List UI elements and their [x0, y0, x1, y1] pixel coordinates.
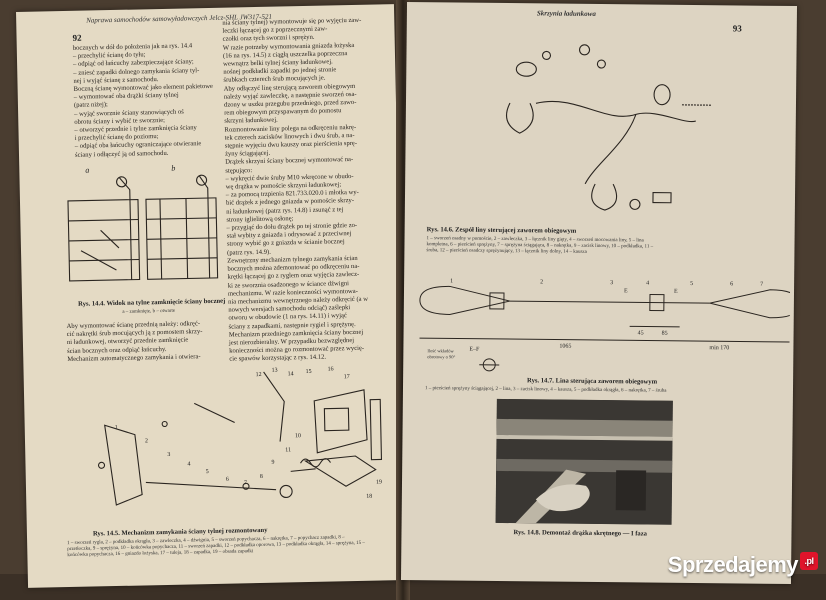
fig-label-a: a — [85, 165, 90, 175]
text-line: Drążek skrzyni ściany bocznej wymontować na- — [225, 156, 354, 167]
text-line: (patrz niżej); — [73, 101, 108, 110]
figure-legend-14-4: a – zamknięte, b – otwarte — [122, 308, 176, 315]
running-head: Skrzynia ładunkowa — [536, 9, 596, 18]
part-number-label: 17 — [343, 374, 350, 381]
text-line: jest nierozbieralny. W przypadku bezwzględnej — [228, 336, 355, 347]
text-line: tek czterech zacisków linowych i dwu śrub, a na- — [224, 131, 355, 142]
dimension-label: 7 — [760, 281, 764, 288]
photo-torsion-bar-removal — [496, 399, 673, 525]
text-line: należy wyjąć zawleczkę, a następnie sworzeń osa- — [223, 90, 357, 101]
dimension-label: 45 — [637, 330, 644, 337]
text-line: Aby wymontować ścianę przednią należy: odkręć- — [66, 320, 201, 331]
part-number-label: 19 — [375, 479, 383, 486]
text-line: – przygiąć do dołu drążek po tej stronie gdzie zo- — [226, 222, 358, 232]
text-line: cić nakrętki śrub mocujących ją z pomostem skrzy- — [66, 328, 203, 339]
text-line: ścian bocznych oraz odpiąć łańcuchy. — [67, 345, 167, 355]
text-line: Zewnętrzny mechanizm tylnego zamykania ścian — [227, 254, 358, 265]
part-number-label: 15 — [305, 368, 312, 376]
text-line: wewnątrz belki tylnej ściany ładunkowej. — [223, 58, 333, 68]
text-line: stępnie wyjęciu dwu kauszy oraz pierścienia sprę- — [224, 139, 358, 150]
part-number-label: 6 — [225, 476, 229, 483]
figure-cable-assembly — [485, 33, 737, 226]
part-number-label: 8 — [259, 473, 263, 481]
watermark-logo — [668, 552, 818, 578]
text-line: – wyjąć sworznie ściany stanowiących oś — [74, 108, 184, 118]
text-line: wę drążka w pomoście skrzyni ładunkowej; — [225, 181, 342, 191]
part-number-label: 4 — [187, 461, 191, 468]
part-number-label: 12 — [255, 371, 262, 379]
figure-caption-14-5: Rys. 14.5. Mechanizm zamykania ściany tylnej rozmontowany — [92, 526, 268, 538]
text-line: krętki łączącej go z ryglem oraz wyjęcia zawlecz- — [227, 271, 360, 281]
text-line: obrotu ściany i wybić te sworznie; — [74, 116, 166, 126]
text-line: śrubkach czterech śrub mocujących je. — [223, 74, 326, 85]
dimension-label: min 170 — [709, 345, 730, 352]
figure-caption-14-8: Rys. 14.8. Demontaż drążka skrętnego — I faza — [513, 529, 647, 538]
text-line: Mechanizm automatycznego zamykania i otwiera- — [67, 353, 201, 363]
part-number-label: 1 — [114, 424, 118, 432]
dimension-label: E — [623, 288, 628, 295]
part-number-label: 16 — [327, 366, 334, 373]
part-number-label: 10 — [294, 433, 302, 440]
section-note: Ilość wkładów obrotowy o 90° — [427, 348, 456, 360]
text-line: nowych wersjach samochodu odciąć) zaślepki — [228, 304, 351, 314]
text-line: (16 na rys. 14.5) z ciągłą uszczelka poprzeczna — [222, 49, 348, 60]
figure-caption-14-7: Rys. 14.7. Lina sterująca zaworem obiegowym — [527, 377, 658, 386]
figure-legend-14-7: 1 – pierścień sprężyny ściągającej, 2 – lina, 3 – zacisk linowy, 4 – kausza, 5 – podkładka okrągła, 6 – nakrętka, 7 – śruba — [424, 386, 667, 394]
text-line: stępująco: — [225, 166, 253, 175]
dimension-label: 6 — [730, 281, 734, 288]
text-line: – wymontować oba drążki ściany tylnej — [73, 91, 179, 102]
text-line: bocznych można zdemontować po odkręceniu na- — [227, 262, 360, 273]
left-page — [16, 4, 406, 588]
part-number-label: 2 — [144, 438, 149, 445]
text-line: i przechylić ścianę do poziomu; — [74, 133, 159, 143]
text-line: ni ładunkowej, otworzyć przednie zamknięcie — [66, 336, 189, 347]
part-number-label: 18 — [366, 493, 373, 500]
text-line: W razie potrzeby wymontowania gniazda łożyska — [222, 41, 355, 52]
figure-legend-14-5: 1 – sworzeń rygla, 2 – podkładka okrągła, 3 – zawleczka, 4 – dźwignia, 5 – sworzeń popychacza, 6 – nakrętka, 7 – popychacz zapadki, 8 – przetłoczka, 9 – sprężyna, 10 – końcówka popychacza, 11 – sworzeń zapadki, 12 – podkładka oporowa, 13 – podkładka okrągła, 14 – sprężyna, 15 – końcówka popychacza, 16 – gniazdo łożyska, 17 – tuleja, 18 – zapadka, 19 – obsada zapadki — [67, 535, 365, 559]
dimension-label: 2 — [540, 279, 544, 286]
figure-caption-14-6: Rys. 14.6. Zespół liny sterującej zaworem obiegowym — [426, 226, 577, 235]
dimension-label: E–F — [469, 346, 480, 353]
text-line: ni ładunkowej (patrz rys. 14.8) i zsunąć z tej — [226, 205, 344, 216]
text-line: nia mechanizmu wewnętrznego należy odkręcić (a w — [228, 295, 369, 306]
text-line: Aby odłączyć linę sterującą zaworem obiegowym — [223, 82, 356, 93]
running-head: Naprawa samochodów samowyładowczych Jelcz-SHL JW317-521 — [86, 12, 272, 25]
part-number-label: 3 — [167, 451, 171, 458]
part-number-label: 7 — [243, 480, 247, 487]
figure-mechanism-exploded — [73, 359, 396, 526]
text-line: bić drążek z jednego gniazda w pomoście skrzy- — [225, 197, 355, 208]
figure-tailgate-latch — [59, 158, 222, 291]
text-line: – wykręcić dwie śruby M10 wkręcone w obudo- — [225, 172, 354, 183]
part-number-label: 14 — [287, 371, 294, 378]
text-line: Rozmontowanie liny polega na odkręceniu nakrę- — [224, 123, 357, 134]
text-line: bocznych w dół do położenia jak na rys. 14.4 — [72, 42, 193, 52]
text-line: dzony w uszku przegubu przedniego, przed zawo- — [223, 98, 357, 109]
photo-content — [496, 399, 673, 525]
dimension-label: 1065 — [559, 343, 572, 350]
text-line: – otworzyć przednie i tylne zamknięcia ściany — [74, 124, 197, 134]
text-line: rem obiegowym przyspawanym do pomostu — [224, 107, 342, 117]
text-line: ściany z zapadkami, następnie rygiel i sprężynę. — [228, 320, 356, 331]
figure-caption-14-4: Rys. 14.4. Widok na tylne zamknięcie ściany bocznej — [78, 297, 226, 308]
text-line: (patrz rys. 14.9). — [227, 248, 271, 257]
text-column-below-figure — [67, 320, 228, 364]
dimension-label: E — [673, 288, 678, 295]
dimension-label: 3 — [610, 280, 614, 287]
text-line: Boczną ścianę wymontować jako element pakietowe — [73, 82, 214, 93]
text-line: nia ściany tylnej) wymontowuje się po wyjęciu zaw- — [222, 16, 362, 27]
fig-label-b: b — [171, 163, 176, 173]
text-column-right — [222, 16, 397, 364]
dimension-label: 5 — [690, 280, 694, 287]
text-line: otworu w obudowie (1 na rys. 14.11) i wyjąć — [228, 312, 347, 322]
text-line: czołki oraz tych sworzni i sprężyn. — [222, 34, 315, 44]
dimension-label: 4 — [646, 280, 650, 287]
text-line: stał wybity z gniazda i odrysować z przeciwnej — [226, 230, 352, 240]
dimension-label: 1 — [450, 278, 454, 285]
text-line: – odpiąć oba łańcuchy ograniczające otwieranie — [74, 140, 202, 151]
part-number-label: 13 — [271, 367, 278, 374]
figure-cable-drawing — [409, 272, 790, 381]
page-number: 93 — [732, 23, 742, 34]
text-line: ki ze sworznia osadzonego w ściance dźwigni — [227, 279, 350, 290]
right-page — [401, 2, 797, 584]
part-number-label: 11 — [285, 447, 292, 454]
figure-legend-14-6: 1 – sworzeń osadny w pomoście, 2 – zawleczka, 3 – łącznik liny gięty, 4 – sworzeń mocowania liny, 5 – lina kompletna, 6 – pierścień sprężyny, 7 – sprężyna ściągająca, 8 – nakrętka, 9 – zacisk linowy, 10 – podkładka, 11 – śruba, 12 – pierścień osadczy sprężynujący, 13 – łącznik liny dolny, 14 – kausza — [426, 236, 654, 255]
text-line: nej i wyjąć ścianę z samochodu. — [73, 75, 159, 85]
text-line: Mechanizm przedniego zamknięcia ściany bocznej — [228, 328, 364, 339]
text-line: nośnej podkładki zapadki po jednej stronie — [223, 66, 337, 76]
text-line: – odpiąć od łańcuchy zabezpieczające ściany; — [73, 58, 194, 69]
text-line: – zniesć zapadki dolnego zamykania ściany tyl- — [73, 66, 200, 77]
part-number-label: 9 — [271, 459, 275, 466]
text-line: strony iglielitową osłonę; — [226, 215, 294, 224]
part-number-label: 5 — [205, 469, 209, 476]
text-line: cie spawów korzystając z rys. 14.12. — [229, 353, 327, 363]
text-line: – za pomocą trzpienia 821.733.020.0 i młotka wy- — [225, 189, 359, 199]
text-line: – przechylić ścianę do tyłu; — [72, 51, 146, 61]
text-column-left — [73, 42, 225, 160]
text-line: mechanizmu. W razie konieczności wymontowa- — [227, 287, 358, 298]
page-number: 92 — [72, 32, 82, 43]
watermark-text: Sprzedajemy — [667, 552, 798, 577]
text-line: konieczności można go rozmontować przez wycię- — [229, 344, 365, 355]
text-line: żyny ściągającej. — [224, 149, 271, 158]
dimension-label: 85 — [661, 330, 668, 337]
text-line: ściany i odłączyć ją od samochodu. — [74, 149, 169, 159]
watermark-suffix: .pl — [800, 552, 818, 570]
text-line: skrzyni ładunkowej. — [224, 117, 278, 126]
text-line: leczki łączącej go z poprzecznymi zaw- — [222, 25, 328, 35]
text-line: strony wybić go z gniazda w ścianie bocznej — [226, 238, 345, 249]
